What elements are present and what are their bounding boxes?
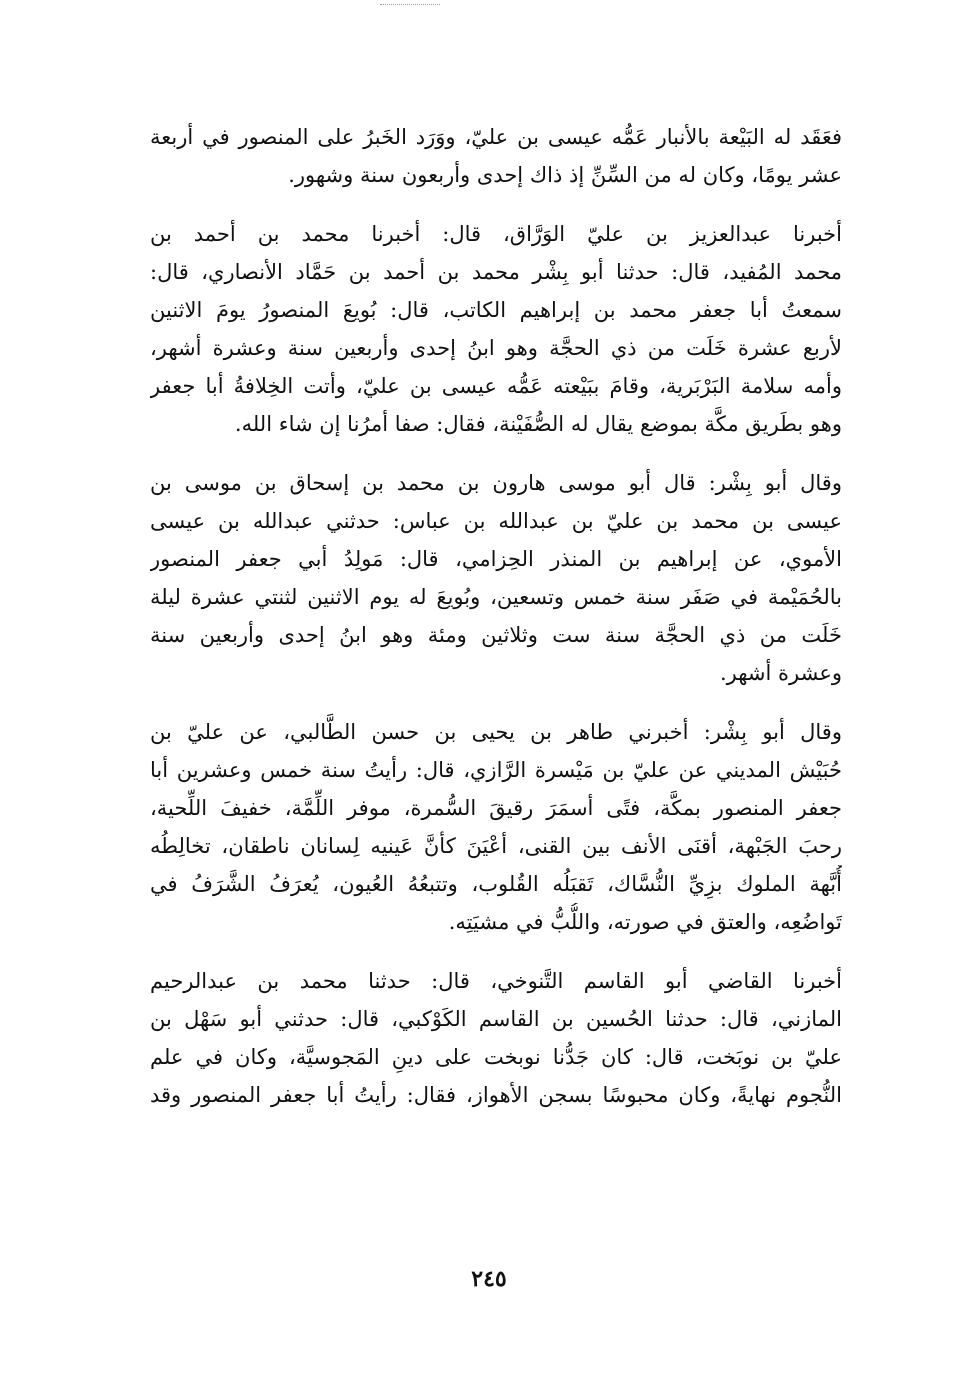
paragraph: [150, 215, 842, 443]
text-line: محمد المُفيد، قال: حدثنا أبو بِشْر محمد بن أحمد بن حَمَّاد الأنصاري، قال:: [150, 260, 842, 284]
text-line: رحبَ الجَبْهة، أقنَى الأنف بين القنى، أعْيَنَ كأنَّ عَينيه لِسانان ناطقان، تخالِطُه: [150, 834, 842, 858]
text-line: سمعتُ أبا جعفر محمد بن إبراهيم الكاتب، قال: بُويعَ المنصورُ يومَ الاثنين: [150, 298, 842, 322]
text-line: خَلَت من ذي الحجَّة سنة ست وثلاثين ومئة وهو ابنُ إحدى وأربعين سنة: [150, 623, 842, 647]
paragraph: [150, 118, 842, 194]
text-line: فعَقَد له البَيْعة بالأنبار عَمُّه عيسى بن عليّ، ووَرَد الخَبرُ على المنصور في أربعة: [150, 125, 842, 149]
text-line: أخبرنا عبدالعزيز بن عليّ الوَرَّاق، قال: أخبرنا محمد بن أحمد بن: [150, 222, 842, 246]
page-body: [150, 118, 842, 1135]
paragraph: [150, 962, 842, 1114]
text-line: وهو بطَريق مكَّة بموضع يقال له الصُّفَيْنة، فقال: صفا أمرُنا إن شاء الله.: [234, 412, 842, 436]
text-line: الأموي، عن إبراهيم بن المنذر الحِزامي، قال: مَولِدُ أبي جعفر المنصور: [150, 547, 842, 571]
paragraph: [150, 713, 842, 941]
text-line: لأربع عشرة خَلَت من ذي الحجَّة وهو ابنُ إحدى وأربعين سنة وعشرة أشهر،: [150, 336, 842, 360]
text-line: عيسى بن محمد بن عليّ بن عبدالله بن عباس: حدثني عبدالله بن عيسى: [150, 509, 842, 533]
text-line: المازني، قال: حدثنا الحُسين بن القاسم الكَوْكبي، قال: حدثني أبو سَهْل بن: [150, 1007, 842, 1031]
top-edge-mark: [380, 4, 440, 9]
page-number: ٢٤٥: [471, 1266, 507, 1292]
text-line: حُبَيْش المديني عن عليّ بن مَيْسرة الرَّازي، قال: رأيتُ سنة خمس وعشرين أبا: [150, 758, 842, 782]
text-line: عليّ بن نوبَخت، قال: كان جَدُّنا نوبخت على دينِ المَجوسيَّة، وكان في علم: [150, 1045, 842, 1069]
text-line: أُبَّهة الملوك بزِيِّ النُّسَّاك، تَقبَلُه القُلوب، وتتبعُهُ العُيون، يُعرَفُ الشَّرَفُ في: [150, 872, 842, 896]
text-line: تَواضُعِه، والعتق في صورته، واللُّبُّ في مشيَتِه.: [448, 910, 842, 934]
text-line: النُّجوم نهايةً، وكان محبوسًا بسجن الأهواز، فقال: رأيتُ أبا جعفر المنصور وقد: [150, 1083, 842, 1107]
text-line: أخبرنا القاضي أبو القاسم التَّنوخي، قال: حدثنا محمد بن عبدالرحيم: [150, 969, 842, 993]
text-line: جعفر المنصور بمكَّة، فتًى أسمَرَ رقيقَ السُّمرة، موفر اللِّمَّة، خفيفَ اللِّحية،: [150, 796, 842, 820]
text-line: وعشرة أشهر.: [719, 661, 842, 685]
text-line: وأمه سلامة البَرْبَرية، وقامَ ببَيْعته عَمُّه عيسى بن عليّ، وأتت الخِلافةُ أبا جعفر: [150, 374, 842, 398]
text-line: وقال أبو بِشْر: أخبرني طاهر بن يحيى بن حسن الطَّالبي، عن عليّ بن: [150, 720, 842, 744]
text-line: بالحُمَيْمة في صَفَر سنة خمس وتسعين، وبُويعَ له يوم الاثنين لثنتي عشرة ليلة: [150, 585, 842, 609]
paragraph: [150, 464, 842, 692]
text-line: عشر يومًا، وكان له من السِّنِّ إذ ذاك إحدى وأربعون سنة وشهور.: [288, 163, 842, 187]
text-line: وقال أبو بِشْر: قال أبو موسى هارون بن محمد بن إسحاق بن موسى بن: [150, 471, 842, 495]
